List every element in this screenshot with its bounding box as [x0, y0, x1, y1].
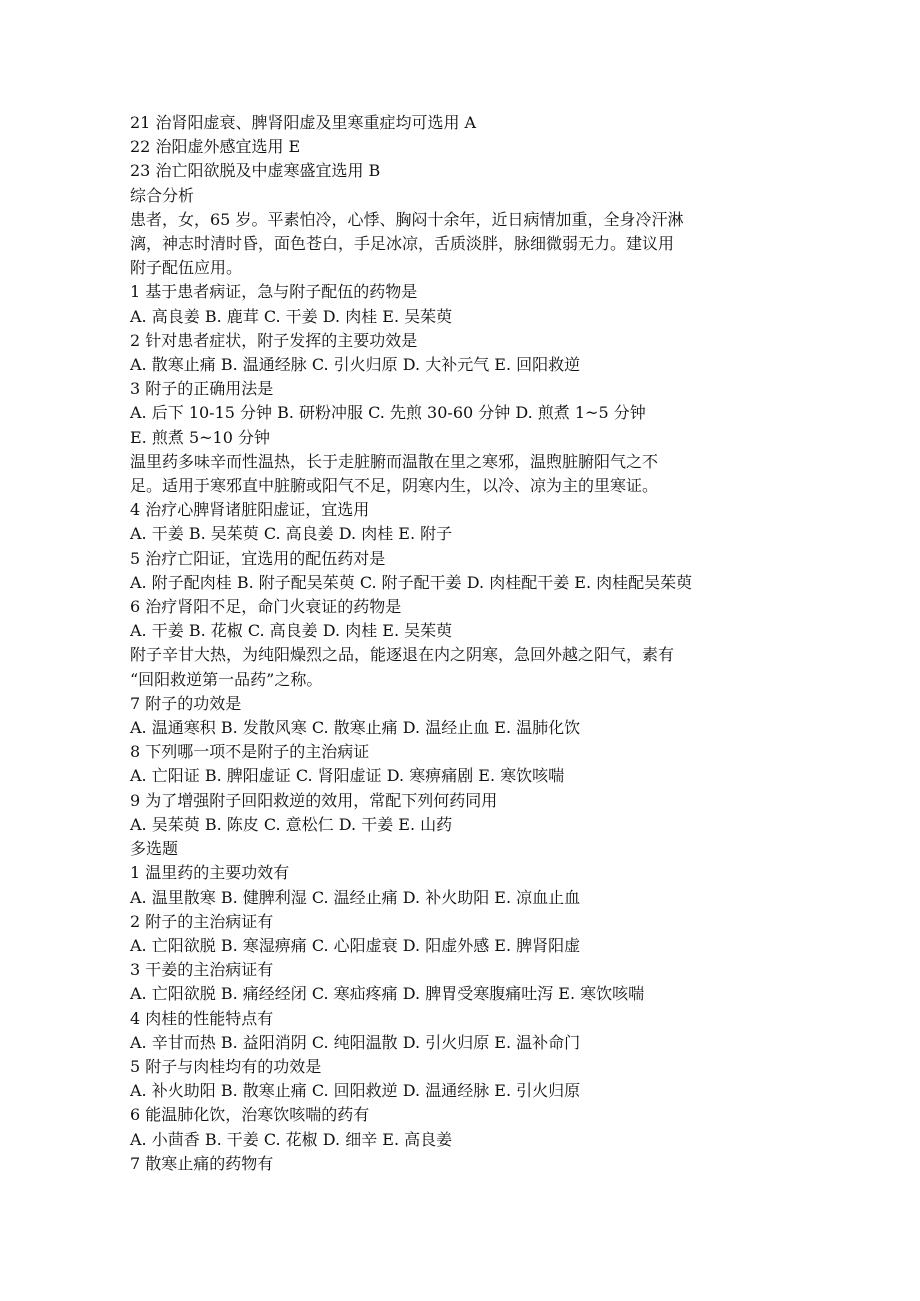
intro-text-line: 附子辛甘大热，为纯阳燥烈之品，能逐退在内之阴寒，急回外越之阳气，素有 — [130, 645, 675, 665]
question-options: A. 后下 10-15 分钟 B. 研粉冲服 C. 先煎 30-60 分钟 D. 煎煮 1~5 分钟 — [130, 403, 646, 423]
question-text: 4 肉桂的性能特点有 — [130, 1008, 274, 1028]
question-options: A. 干姜 B. 花椒 C. 高良姜 D. 肉桂 E. 吴茱萸 — [130, 621, 453, 641]
question-text: 3 干姜的主治病证有 — [130, 960, 274, 980]
question-options: A. 吴茱萸 B. 陈皮 C. 意松仁 D. 干姜 E. 山药 — [130, 814, 453, 834]
answer-line-23: 23 治亡阳欲脱及中虚寒盛宜选用 B — [130, 161, 381, 181]
question-text: 4 治疗心脾肾诸脏阳虚证，宜选用 — [130, 500, 370, 520]
document-page — [130, 111, 790, 1176]
section-heading-multiple-choice: 多选题 — [130, 839, 179, 859]
question-text: 5 附子与肉桂均有的功效是 — [130, 1056, 322, 1076]
intro-text-line: “回阳救逆第一品药”之称。 — [130, 669, 323, 689]
question-options: A. 散寒止痛 B. 温通经脉 C. 引火归原 D. 大补元气 E. 回阳救逆 — [130, 355, 581, 375]
question-text: 2 针对患者症状，附子发挥的主要功效是 — [130, 330, 418, 350]
case-text-line: 漓，神志时清时昏，面色苍白，手足冰凉，舌质淡胖，脉细微弱无力。建议用 — [130, 234, 675, 254]
question-options: A. 亡阳证 B. 脾阳虚证 C. 肾阳虚证 D. 寒痹痛剧 E. 寒饮咳喘 — [130, 766, 565, 786]
answer-line-21: 21 治肾阳虚衰、脾肾阳虚及里寒重症均可选用 A — [130, 113, 477, 132]
question-options: A. 干姜 B. 吴茱萸 C. 高良姜 D. 肉桂 E. 附子 — [130, 524, 453, 544]
question-text: 3 附子的正确用法是 — [130, 379, 274, 399]
question-text: 1 基于患者病证，急与附子配伍的药物是 — [130, 282, 418, 302]
question-text: 6 能温肺化饮，治寒饮咳喘的药有 — [130, 1105, 370, 1125]
case-text-line: 患者，女，65 岁。平素怕冷，心悸、胸闷十余年，近日病情加重，全身冷汗淋 — [130, 209, 684, 229]
question-text: 2 附子的主治病证有 — [130, 911, 274, 931]
question-options: A. 亡阳欲脱 B. 寒湿痹痛 C. 心阳虚衰 D. 阳虚外感 E. 脾肾阳虚 — [130, 935, 581, 955]
question-text: 7 附子的功效是 — [130, 693, 242, 713]
question-options: A. 高良姜 B. 鹿茸 C. 干姜 D. 肉桂 E. 吴茱萸 — [130, 306, 453, 326]
question-options: A. 温里散寒 B. 健脾利湿 C. 温经止痛 D. 补火助阳 E. 凉血止血 — [130, 887, 581, 907]
section-heading-comprehensive: 综合分析 — [130, 185, 195, 205]
question-options: A. 亡阳欲脱 B. 痛经经闭 C. 寒疝疼痛 D. 脾胃受寒腹痛吐泻 E. 寒饮咳喘 — [130, 984, 645, 1004]
question-options: E. 煎煮 5~10 分钟 — [130, 427, 270, 447]
question-text: 8 下列哪一项不是附子的主治病证 — [130, 742, 370, 762]
question-text: 1 温里药的主要功效有 — [130, 863, 290, 883]
answer-line-22: 22 治阳虚外感宜选用 E — [130, 137, 301, 157]
question-text: 9 为了增强附子回阳救逆的效用，常配下列何药同用 — [130, 790, 498, 810]
question-text: 5 治疗亡阳证，宜选用的配伍药对是 — [130, 548, 386, 568]
question-options: A. 补火助阳 B. 散寒止痛 C. 回阳救逆 D. 温通经脉 E. 引火归原 — [130, 1081, 581, 1101]
question-text: 7 散寒止痛的药物有 — [130, 1153, 274, 1173]
case-text-line: 附子配伍应用。 — [130, 258, 243, 278]
question-options: A. 小茴香 B. 干姜 C. 花椒 D. 细辛 E. 高良姜 — [130, 1129, 453, 1149]
question-text: 6 治疗肾阳不足，命门火衰证的药物是 — [130, 597, 402, 617]
intro-text-line: 足。适用于寒邪直中脏腑或阳气不足，阴寒内生，以冷、凉为主的里寒证。 — [130, 476, 659, 496]
question-options: A. 附子配肉桂 B. 附子配吴茱萸 C. 附子配干姜 D. 肉桂配干姜 E. 肉桂配吴茱萸 — [130, 572, 693, 592]
question-options: A. 辛甘而热 B. 益阳消阴 C. 纯阳温散 D. 引火归原 E. 温补命门 — [130, 1032, 581, 1052]
intro-text-line: 温里药多味辛而性温热，长于走脏腑而温散在里之寒邪，温煦脏腑阳气之不 — [130, 451, 659, 471]
question-options: A. 温通寒积 B. 发散风寒 C. 散寒止痛 D. 温经止血 E. 温肺化饮 — [130, 718, 581, 738]
